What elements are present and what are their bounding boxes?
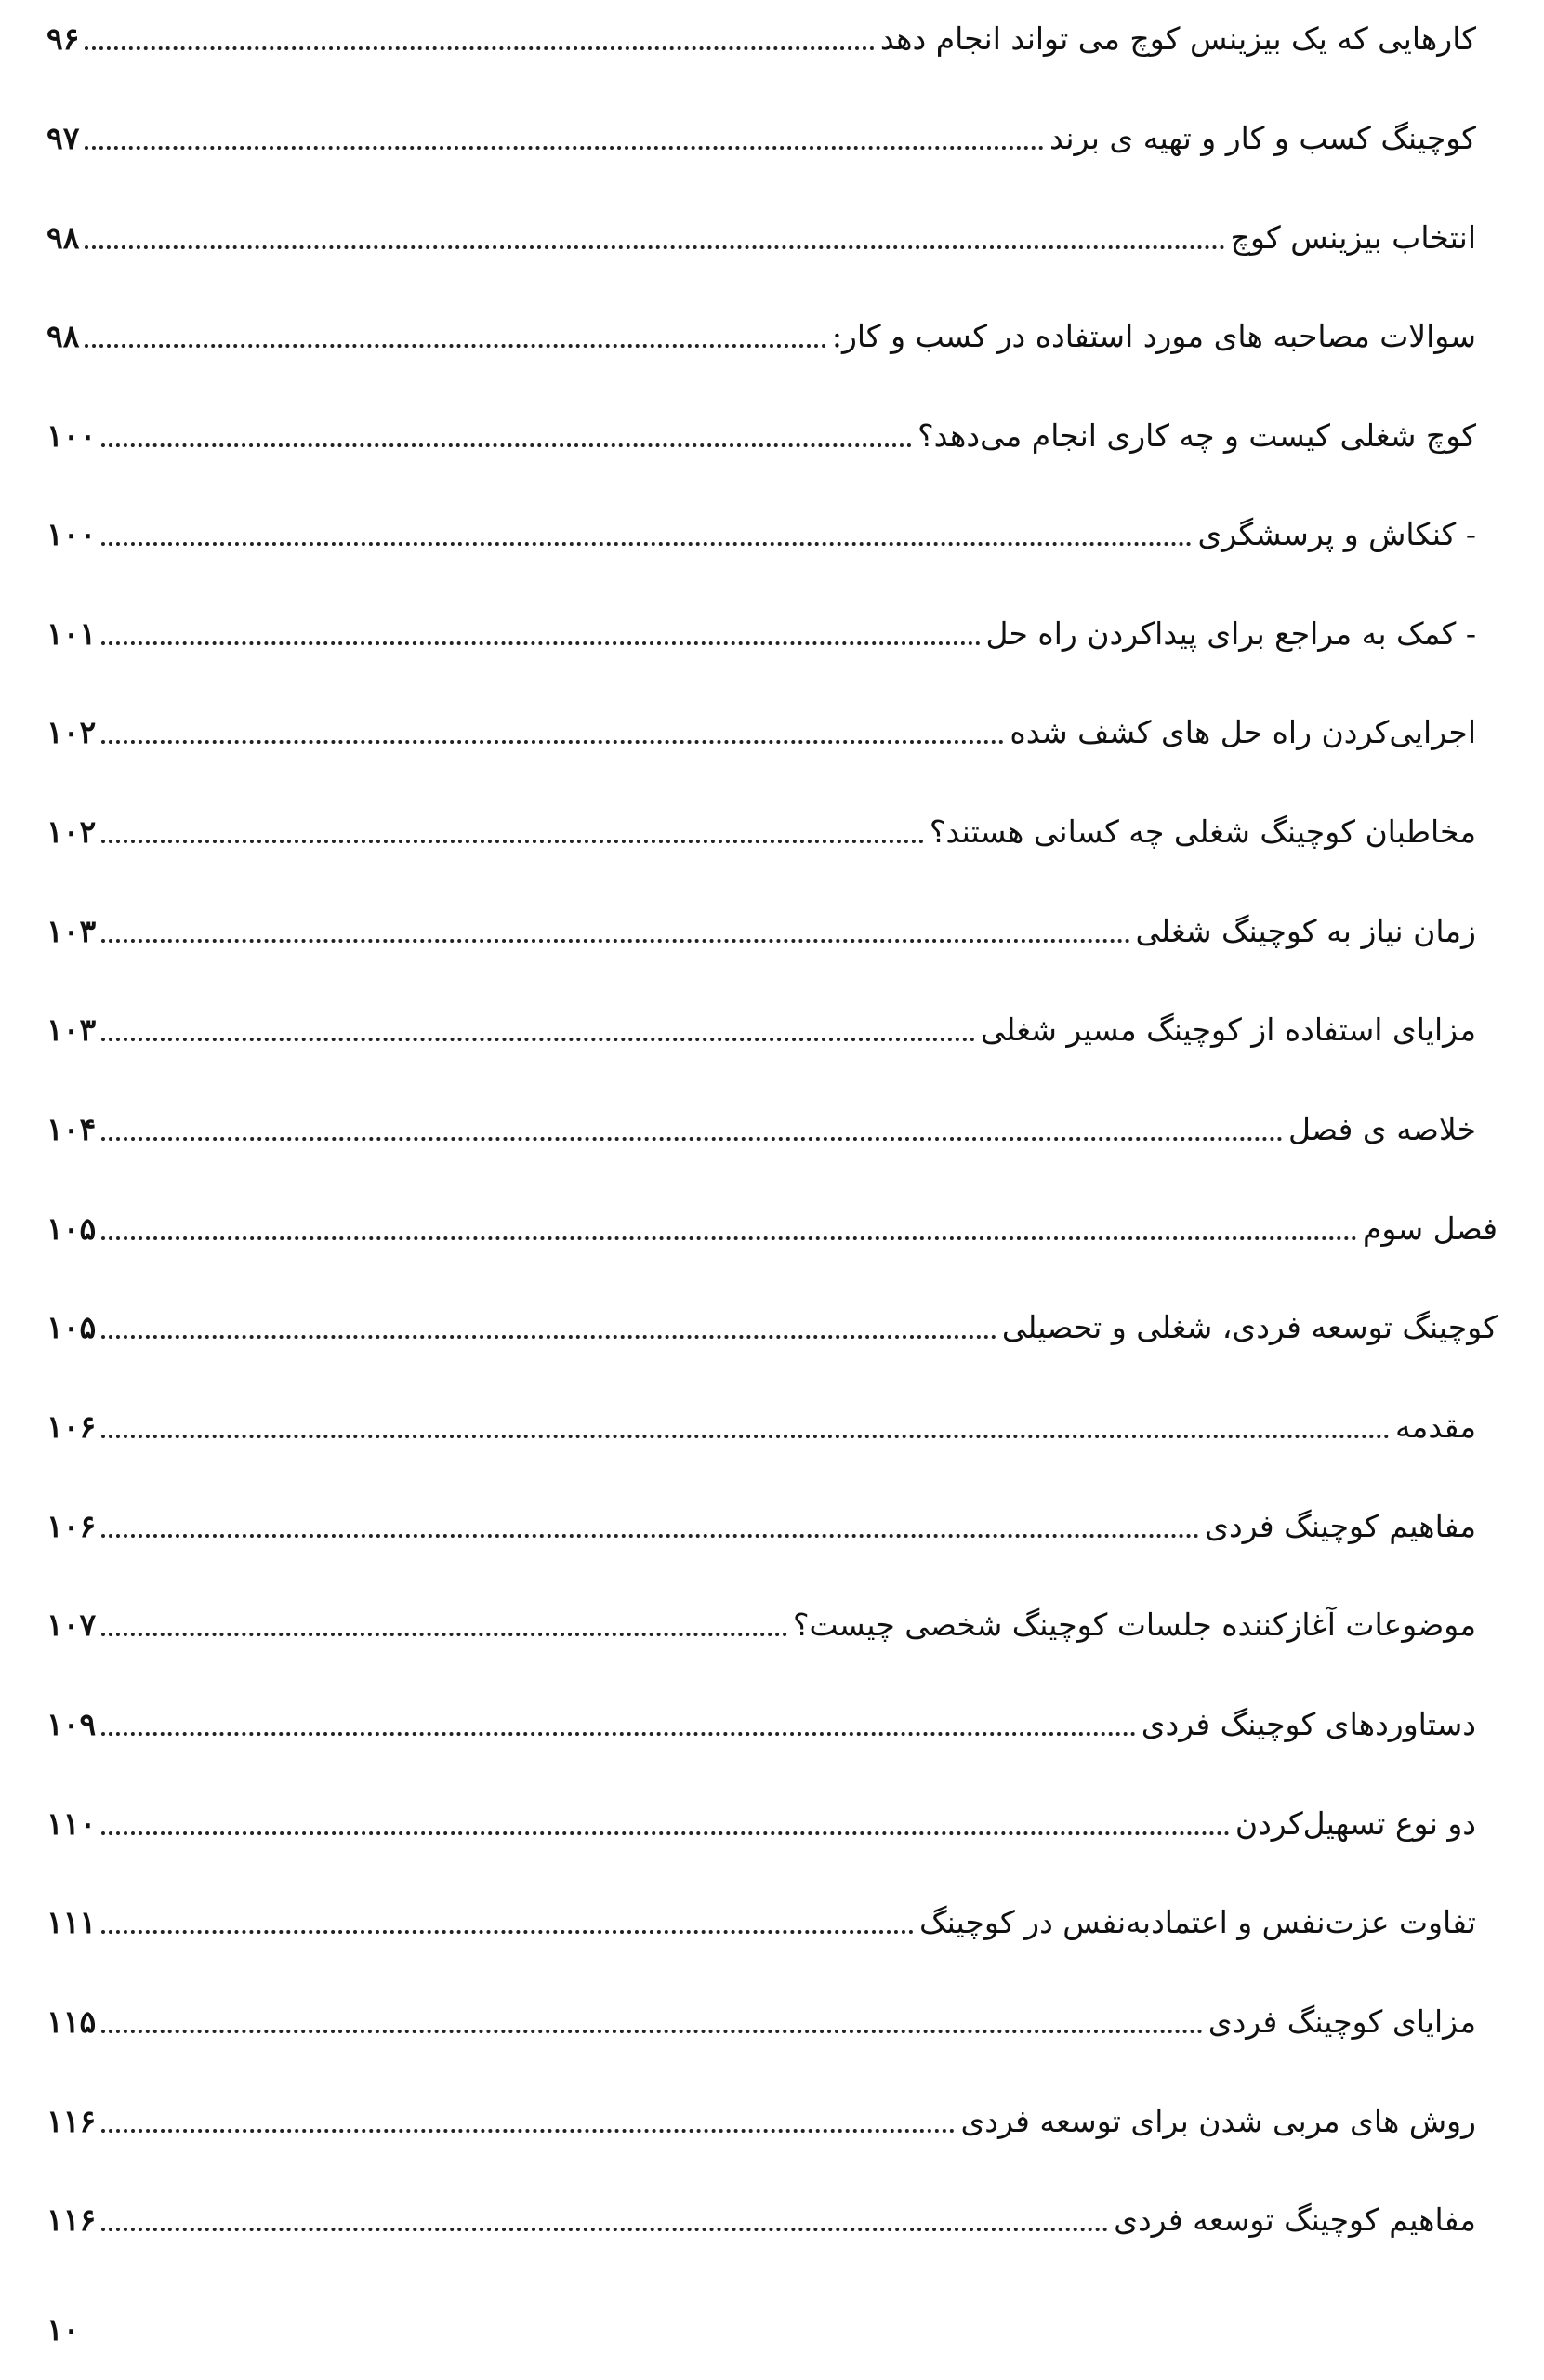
toc-entry [46,298,1476,363]
toc-dot-leader [101,1732,1136,1736]
toc-entry-page-number: ۱۰۲ [46,714,97,750]
toc-entry-title: زمان نیاز به کوچینگ شغلی [1135,913,1476,949]
toc-entry-title: مزایای کوچینگ فردی [1207,2003,1476,2040]
toc-entry-page-number: ۱۱۰ [46,1805,97,1842]
toc-entry [46,1488,1476,1553]
toc-entry-page-number: ۹۸ [46,219,80,256]
toc-entry [46,397,1476,462]
toc-entry-page-number: ۱۰۶ [46,1408,97,1445]
toc-entry [46,99,1476,165]
toc-dot-leader [101,1236,1357,1240]
toc-entry-title: روش های مربی شدن برای توسعه فردی [960,2103,1476,2139]
toc-entry-page-number: ۱۰۷ [46,1606,97,1643]
toc-dot-leader [101,1534,1199,1538]
toc-entry-page-number: ۱۰۰ [46,516,97,552]
footer-page-number: ۱۰ [46,2311,80,2347]
toc-entry-title: مفاهیم کوچینگ فردی [1205,1508,1476,1544]
toc-entry-title: اجرایی‌کردن راه حل های کشف شده [1010,714,1476,750]
toc-dot-leader [101,1831,1230,1835]
toc-entry-title: کوچینگ کسب و کار و تهیه ی برند [1049,120,1476,156]
toc-entry [46,1785,1476,1850]
toc-entry-page-number: ۱۱۶ [46,2202,97,2238]
toc-entry [46,694,1476,759]
toc-entry-title: خلاصه ی فصل [1288,1111,1476,1147]
toc-entry-page-number: ۱۰۲ [46,813,97,850]
toc-entry-page-number: ۱۰۴ [46,1111,97,1147]
toc-entry [46,1586,1476,1651]
toc-entry-page-number: ۱۰۶ [46,1508,97,1544]
toc-dot-leader [101,2228,1108,2231]
toc-entry-page-number: ۱۰۵ [46,1210,97,1247]
toc-entry-title: مخاطبان کوچینگ شغلی چه کسانی هستند؟ [929,813,1476,850]
toc-entry-title: سوالات مصاحبه های مورد استفاده در کسب و کار: [831,318,1476,354]
toc-dot-leader [85,46,874,50]
toc-entry-title: کارهایی که یک بیزینس کوچ می تواند انجام دهد [879,20,1476,57]
toc-dot-leader [101,542,1192,546]
toc-entry [46,793,1476,858]
toc-dot-leader [101,939,1129,943]
toc-entry-page-number: ۹۶ [46,20,80,57]
toc-entry [46,1190,1498,1255]
toc-entry-page-number: ۹۸ [46,318,80,354]
toc-entry-title: انتخاب بیزینس کوچ [1230,219,1476,256]
toc-dot-leader [85,146,1044,150]
toc-entry-title: - کمک به مراجع برای پیداکردن راه حل [985,615,1476,652]
toc-dot-leader [101,2129,955,2133]
toc-entry-page-number: ۹۷ [46,120,80,156]
toc-dot-leader [85,245,1224,249]
toc-entry-page-number: ۱۰۰ [46,417,97,454]
toc-entry-title: مزایای استفاده از کوچینگ مسیر شغلی [980,1012,1476,1048]
toc-entry [46,496,1476,561]
toc-entry-title: مفاهیم کوچینگ توسعه فردی [1114,2202,1476,2238]
toc-entry [46,1983,1476,2048]
toc-entry [46,595,1476,660]
toc-entry-title: دستاوردهای کوچینگ فردی [1141,1706,1476,1742]
toc-entry [46,1884,1476,1949]
toc-entry [46,1686,1476,1751]
toc-entry-title: دو نوع تسهیل‌کردن [1234,1805,1476,1842]
toc-entry-page-number: ۱۱۱ [46,1904,97,1940]
toc-dot-leader [101,641,980,645]
toc-dot-leader [101,840,924,843]
toc-dot-leader [101,443,912,447]
toc-entry-title: - کنکاش و پرسشگری [1197,516,1476,552]
toc-entry [46,199,1476,264]
toc-entry [46,1091,1476,1156]
toc-entry-page-number: ۱۰۳ [46,913,97,949]
toc-entry [46,2181,1476,2246]
toc-entry-title: کوچ شغلی کیست و چه کاری انجام می‌دهد؟ [917,417,1476,454]
toc-entry-page-number: ۱۰۳ [46,1012,97,1048]
toc-dot-leader [101,1038,975,1041]
toc-entry [46,991,1476,1056]
toc-dot-leader [101,2030,1203,2033]
toc-entry [46,0,1476,65]
toc-dot-leader [85,344,825,348]
toc-dot-leader [101,1633,787,1636]
toc-entry-title: تفاوت عزت‌نفس و اعتمادبه‌نفس در کوچینگ [919,1904,1476,1940]
toc-entry-title: مقدمه [1394,1408,1476,1445]
toc-entry [46,1388,1476,1453]
toc-dot-leader [101,1435,1390,1438]
toc-dot-leader [101,740,1004,744]
toc-entry-title: فصل سوم [1362,1210,1498,1247]
toc-entry-title: کوچینگ توسعه فردی، شغلی و تحصیلی [1001,1309,1498,1345]
toc-entry-page-number: ۱۰۹ [46,1706,97,1742]
toc-entry [46,1289,1498,1354]
toc-dot-leader [101,1930,914,1934]
toc-dot-leader [101,1335,996,1339]
toc-entry-page-number: ۱۰۵ [46,1309,97,1345]
toc-entry [46,892,1476,958]
toc-entry-title: موضوعات آغازکننده جلسات کوچینگ شخصی چیست؟ [793,1606,1476,1643]
toc-entry-page-number: ۱۱۵ [46,2003,97,2040]
toc-entry-page-number: ۱۰۱ [46,615,97,652]
toc-entry [46,2082,1476,2148]
toc-entry-page-number: ۱۱۶ [46,2103,97,2139]
toc-dot-leader [101,1137,1283,1141]
